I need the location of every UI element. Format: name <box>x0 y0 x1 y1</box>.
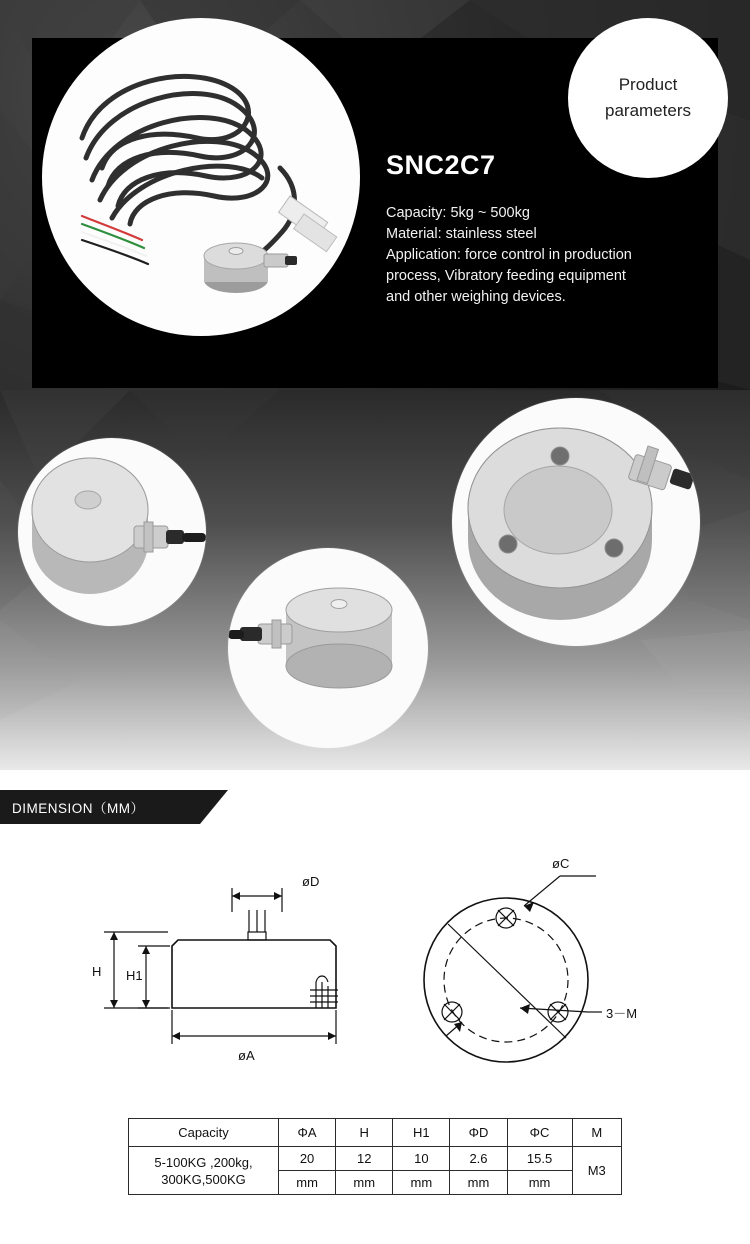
label-diameter-a: øA <box>238 1048 255 1063</box>
header-h: H <box>336 1119 393 1147</box>
capacity-line-1: 5-100KG ,200kg, <box>154 1154 253 1170</box>
product-title: SNC2C7 <box>386 150 496 180</box>
dimension-table <box>128 1118 622 1195</box>
cell-h1-value: 10 <box>393 1147 450 1171</box>
badge-line-1: Product <box>618 75 678 94</box>
header-phi-c: ΦC <box>507 1119 572 1147</box>
product-photo-detail-3 <box>452 398 700 646</box>
spec-line-material: Material: stainless steel <box>386 226 537 242</box>
table-row <box>129 1147 622 1171</box>
spec-line-capacity: Capacity: 5kg ~ 500kg <box>386 205 530 221</box>
product-photo-detail-1 <box>18 438 206 626</box>
cell-capacity <box>129 1147 279 1195</box>
dimension-banner-tail <box>200 790 228 824</box>
cell-phi-a-value: 20 <box>279 1147 336 1171</box>
cell-m-value: M3 <box>572 1147 621 1195</box>
cell-h-unit: mm <box>336 1171 393 1195</box>
cell-phi-d-value: 2.6 <box>450 1147 507 1171</box>
cell-h1-unit: mm <box>393 1171 450 1195</box>
technical-drawing <box>0 840 750 1100</box>
load-cell-side-view <box>228 548 428 748</box>
cell-phi-d-unit: mm <box>450 1171 507 1195</box>
badge-line-2: parameters <box>605 101 691 120</box>
capacity-line-2: 300KG,500KG <box>161 1171 246 1187</box>
cell-phi-c-unit: mm <box>507 1171 572 1195</box>
header-m: M <box>572 1119 621 1147</box>
header-phi-a: ΦA <box>279 1119 336 1147</box>
label-height-h: H <box>92 964 102 979</box>
label-diameter-d: øD <box>302 874 320 889</box>
load-cell-angle-view-1 <box>18 438 206 626</box>
dimension-table-wrap <box>128 1118 622 1195</box>
header-capacity: Capacity <box>129 1119 279 1147</box>
spec-line-application-1: Application: force control in production <box>386 247 632 263</box>
label-diameter-c: øC <box>552 856 570 871</box>
load-cell-top-view <box>452 398 700 646</box>
product-photo-main <box>42 18 360 336</box>
spec-line-application-2: process, Vibratory feeding equipment <box>386 268 626 284</box>
load-cell-with-cable-illustration <box>42 18 360 336</box>
product-photo-detail-2 <box>228 548 428 748</box>
table-header-row <box>129 1119 622 1147</box>
dimension-banner-wrap <box>0 790 750 830</box>
cell-h-value: 12 <box>336 1147 393 1171</box>
dimension-banner-label: DIMENSION（MM） <box>12 801 145 816</box>
dimension-banner <box>0 790 200 824</box>
dimension-drawings <box>0 840 750 1100</box>
cell-phi-c-value: 15.5 <box>507 1147 572 1171</box>
label-height-h1: H1 <box>126 968 143 983</box>
header-phi-d: ΦD <box>450 1119 507 1147</box>
header-h1: H1 <box>393 1119 450 1147</box>
product-parameters-badge <box>568 18 728 178</box>
cell-phi-a-unit: mm <box>279 1171 336 1195</box>
spec-line-application-3: and other weighing devices. <box>386 289 566 305</box>
label-threads: 3－M <box>606 1006 638 1021</box>
